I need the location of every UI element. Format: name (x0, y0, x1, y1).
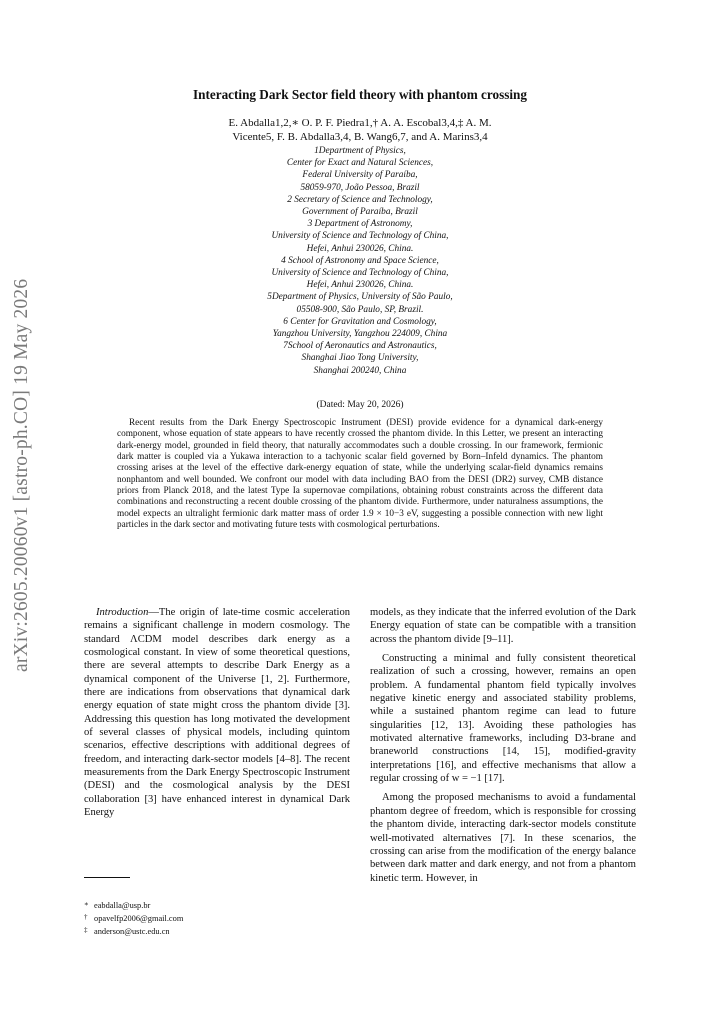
paragraph: Constructing a minimal and fully consistent theoretical realization of such a crossing, however, remains an open problem. A fundamental phantom field typically involves negative kinetic energy and associated stability problems, while a sustained phantom regime can lead to future singularities [12, 13]. Avoiding these pathologies has motivated alternative frameworks, including D3-brane and braneworld constructions [14, 15], modified-gravity interpretations [16], and effective mechanisms that allow a regular crossing of w = −1 [17]. (370, 653, 636, 785)
right-column (370, 606, 636, 885)
abstract: Recent results from the Dark Energy Spectroscopic Instrument (DESI) provide evidence for a dynamical dark-energy component, whose equation of state appears to have recently crossed the phantom divide. In this Letter, we present an interacting dark-energy model, grounded in field theory, that naturally accommodates such a double crossing. In our framework, fermionic dark matter is coupled via a Yukawa interaction to a tachyonic scalar field governed by Born–Infeld dynamics. The phantom crossing arises at the level of the effective dark-energy equation of state, while the underlying scalar-field dynamics remains nonphantom and well bounded. We confront our model with data including BAO from the DESI (DR2) survey, CMB distance priors from Planck 2018, and the latest Type Ia supernovae compilations, obtaining robust constraints across the different data combinations and reconstructing a recent double crossing of the phantom divide. Furthermore, under naturalness assumptions, the model expects an ultralight fermionic dark matter mass of order 1.9 × 10−3 eV, suggesting a possible connection with new light particles in the dark sector and motivating future tests with cosmological perturbations. (117, 418, 603, 531)
affiliation-line: 4 School of Astronomy and Space Science, (281, 255, 439, 266)
affiliation-line: 6 Center for Gravitation and Cosmology, (283, 316, 437, 327)
affiliation-line: 7School of Aeronautics and Astronautics, (283, 341, 437, 352)
dated-line: (Dated: May 20, 2026) (316, 400, 404, 410)
affiliation-line: Government of Paraíba, Brazil (302, 207, 418, 218)
affiliation-line: 58059-970, João Pessoa, Brazil (300, 182, 420, 193)
arxiv-identifier: arXiv:2605.20060v1 [astro-ph.CO] 19 May 2026 (11, 278, 32, 672)
author-line-1: E. Abdalla1,2,∗ O. P. F. Piedra1,† A. A. Escobal3,4,‡ A. M. (228, 117, 492, 129)
author-line-2: Vicente5, F. B. Abdalla3,4, B. Wang6,7, and A. Marins3,4 (232, 131, 488, 143)
footnotes (84, 899, 344, 937)
intro-text: —The origin of late-time cosmic acceleration remains a significant challenge in modern cosmology. The standard ΛCDM model describes dark energy as a cosmological constant. In view of some theoretical questions, there are several attempts to describe Dark Energy as a dynamical component of the Universe [1, 2]. Furthermore, there are indications from observations that dynamical dark energy equation of state might cross the phantom divide [3]. Addressing this question has long motivated the development of several classes of physical models, including quintom scenarios, effective descriptions with additional degrees of freedom, and interacting dark-sector models [4–8]. The recent measurements from the Dark Energy Spectroscopic Instrument (DESI) and the cosmological analysis by the DESI collaboration [3] have enhanced interest in dynamical Dark Energy (84, 607, 350, 819)
paragraph: Among the proposed mechanisms to avoid a fundamental phantom degree of freedom, which is responsible for crossing the phantom divide, interacting dark-sector models constitute well-motivated alternatives [7]. In these scenarios, the crossing can arise from the modification of the energy balance between dark matter and dark energy, and not from a phantom kinetic term. However, in (370, 792, 636, 884)
footnote-mark: ∗ (84, 900, 89, 908)
affiliations (150, 145, 570, 377)
affiliation-line: Shanghai Jiao Tong University, (301, 353, 419, 364)
footnote (84, 925, 344, 938)
affiliation-line: 1Department of Physics, (314, 146, 406, 156)
footnote-email: anderson@ustc.edu.cn (94, 926, 170, 936)
affiliation-line: 2 Secretary of Science and Technology, (287, 194, 433, 205)
footnote-email: opavelfp2006@gmail.com (94, 913, 184, 923)
affiliation-line: Yangzhou University, Yangzhou 224009, China (272, 329, 448, 340)
footnote-email: eabdalla@usp.br (94, 901, 151, 910)
affiliation-line: University of Science and Technology of China, (271, 231, 449, 242)
paper-title: Interacting Dark Sector field theory with phantom crossing (193, 87, 527, 102)
footnote-mark: † (84, 912, 88, 921)
intro-label: Introduction (96, 607, 149, 618)
affiliation-line: University of Science and Technology of China, (271, 268, 449, 279)
affiliation-line: Hefei, Anhui 230026, China. (306, 280, 414, 291)
affiliation-line: Shanghai 200240, China (313, 365, 407, 376)
footnote (84, 899, 344, 912)
affiliation-line: 05508-900, São Paulo, SP, Brazil. (296, 304, 424, 315)
affiliation-line: Hefei, Anhui 230026, China. (306, 243, 414, 254)
footnote (84, 912, 344, 925)
affiliation-line: 3 Department of Astronomy, (307, 219, 413, 230)
affiliation-line: Center for Exact and Natural Sciences, (286, 158, 434, 169)
footnote-rule (84, 877, 130, 878)
affiliation-line: Federal University of Paraíba, (302, 170, 418, 181)
paragraph-continued: models, as they indicate that the inferred evolution of the Dark Energy equation of state can be compatible with a transition across the phantom divide [9–11]. (370, 607, 636, 645)
footnote-mark: ‡ (84, 925, 88, 934)
author-list (150, 116, 570, 144)
intro-paragraph (84, 606, 350, 820)
affiliation-line: 5Department of Physics, University of São Paulo, (267, 292, 453, 303)
left-column (84, 606, 350, 820)
